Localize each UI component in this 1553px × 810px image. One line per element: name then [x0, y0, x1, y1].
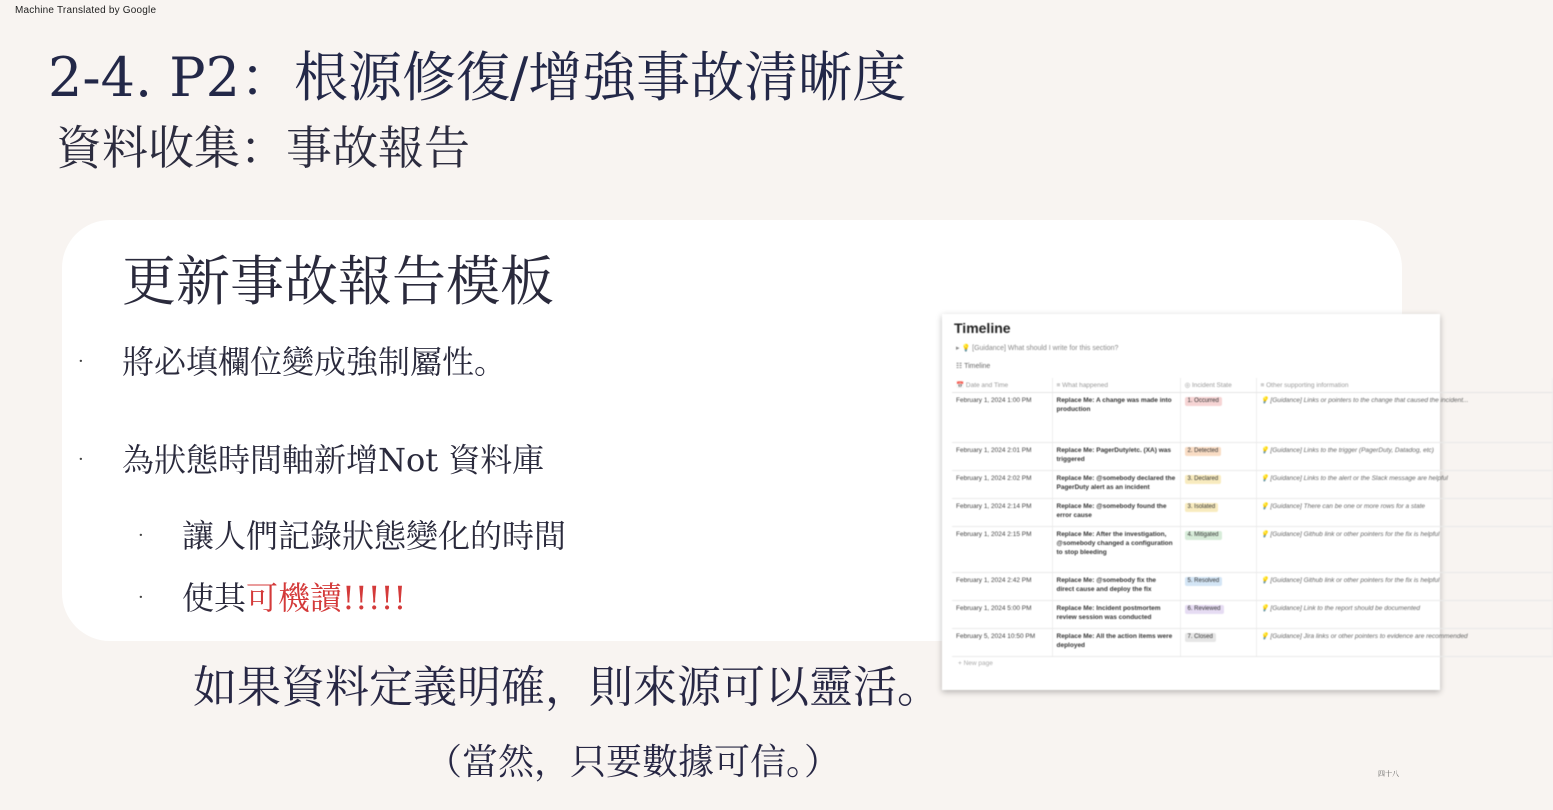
bullet-text: 將必填欄位變成強制屬性。	[122, 343, 507, 381]
incident-state-tag: 7. Closed	[1185, 633, 1216, 642]
timeline-row	[952, 499, 1552, 527]
incident-state-tag: 1. Occurred	[1185, 397, 1222, 406]
machine-translated-label: Machine Translated by Google	[15, 5, 157, 16]
timeline-date-cell: February 1, 2024 2:42 PM	[952, 573, 1052, 601]
timeline-state-cell	[1180, 527, 1256, 573]
timeline-row	[952, 629, 1552, 657]
timeline-what-cell: Replace Me: All the action items were deployed	[1052, 629, 1180, 657]
bullet-text: 為狀態時間軸新增Not 資料庫	[122, 441, 545, 479]
timeline-state-cell	[1180, 629, 1256, 657]
timeline-row	[952, 527, 1552, 573]
timeline-row	[952, 393, 1552, 443]
slide-title: 2-4. P2：根源修復/增強事故清晰度	[48, 46, 907, 109]
timeline-state-cell	[1180, 573, 1256, 601]
timeline-state-cell	[1180, 443, 1256, 471]
timeline-row	[952, 573, 1552, 601]
bullet-item	[78, 340, 507, 384]
timeline-note-cell: 💡 [Guidance] Github link or other pointers for the fix is helpful	[1256, 573, 1552, 601]
timeline-screenshot	[942, 314, 1469, 690]
footnote-text: （當然，只要數據可信。）	[426, 742, 841, 783]
sub-bullet-text: 讓人們記錄狀態變化的時間	[182, 517, 567, 555]
column-header: ≡ What happened	[1052, 378, 1180, 393]
incident-state-tag: 3. Isolated	[1185, 503, 1219, 512]
timeline-table	[952, 378, 1553, 657]
timeline-state-cell	[1180, 393, 1256, 443]
column-header: ≡ Other supporting information	[1256, 378, 1552, 393]
column-header: 📅 Date and Time	[952, 378, 1052, 393]
timeline-date-cell: February 5, 2024 10:50 PM	[952, 629, 1052, 657]
incident-state-tag: 3. Declared	[1185, 475, 1222, 484]
timeline-date-cell: February 1, 2024 5:00 PM	[952, 601, 1052, 629]
timeline-note-cell: 💡 [Guidance] Jira links or other pointers to evidence are recommended	[1256, 629, 1552, 657]
column-header: ◎ Incident State	[1180, 378, 1256, 393]
timeline-guidance-toggle: ▸ 💡 [Guidance] What should I write for this section?	[956, 345, 1119, 352]
timeline-note-cell: 💡 [Guidance] There can be one or more rows for a state	[1256, 499, 1552, 527]
incident-state-tag: 6. Reviewed	[1185, 605, 1224, 614]
timeline-date-cell: February 1, 2024 2:01 PM	[952, 443, 1052, 471]
timeline-row	[952, 471, 1552, 499]
bullet-marker: ·	[78, 449, 84, 470]
timeline-what-cell: Replace Me: @somebody found the error cause	[1052, 499, 1180, 527]
timeline-state-cell	[1180, 471, 1256, 499]
sub-bullet-text: 使其	[182, 579, 247, 617]
timeline-date-cell: February 1, 2024 1:00 PM	[952, 393, 1052, 443]
sub-bullet-item	[138, 514, 567, 558]
card-heading: 更新事故報告模板	[122, 250, 554, 313]
timeline-note-cell: 💡 [Guidance] Links or pointers to the change that caused the incident...	[1256, 393, 1552, 443]
bullet-item	[78, 438, 545, 482]
new-page-link: + New page	[958, 660, 993, 667]
timeline-header-row	[952, 378, 1552, 393]
conclusion-text: 如果資料定義明確，則來源可以靈活。	[193, 662, 941, 713]
timeline-row	[952, 601, 1552, 629]
incident-state-tag: 4. Mitigated	[1185, 531, 1222, 540]
timeline-what-cell: Replace Me: Incident postmortem review session was conducted	[1052, 601, 1180, 629]
timeline-title: Timeline	[954, 320, 1011, 336]
page-number: 四十八	[1378, 771, 1399, 778]
timeline-note-cell: 💡 [Guidance] Links to the trigger (PagerDuty, Datadog, etc)	[1256, 443, 1552, 471]
timeline-state-cell	[1180, 601, 1256, 629]
timeline-note-cell: 💡 [Guidance] Links to the alert or the Slack message are helpful	[1256, 471, 1552, 499]
timeline-note-cell: 💡 [Guidance] Github link or other pointers for the fix is helpful	[1256, 527, 1552, 573]
timeline-what-cell: Replace Me: @somebody fix the direct cause and deploy the fix	[1052, 573, 1180, 601]
timeline-date-cell: February 1, 2024 2:02 PM	[952, 471, 1052, 499]
timeline-row	[952, 443, 1552, 471]
bullet-marker: ·	[138, 525, 144, 546]
timeline-what-cell: Replace Me: @somebody declared the PagerDuty alert as an incident	[1052, 471, 1180, 499]
timeline-what-cell: Replace Me: PagerDuty/etc. (XA) was triggered	[1052, 443, 1180, 471]
incident-state-tag: 2. Detected	[1185, 447, 1222, 456]
timeline-what-cell: Replace Me: After the investigation, @somebody changed a configuration to stop bleeding	[1052, 527, 1180, 573]
timeline-date-cell: February 1, 2024 2:14 PM	[952, 499, 1052, 527]
bullet-marker: ·	[138, 587, 144, 608]
sub-bullet-item	[138, 576, 407, 620]
bullet-marker: ·	[78, 351, 84, 372]
slide-subtitle: 資料收集：事故報告	[56, 121, 470, 175]
highlighted-text: 可機讀!!!!!	[246, 579, 407, 617]
incident-state-tag: 5. Resolved	[1185, 577, 1223, 586]
timeline-state-cell	[1180, 499, 1256, 527]
timeline-view-tab: ☷ Timeline	[956, 363, 991, 370]
timeline-date-cell: February 1, 2024 2:15 PM	[952, 527, 1052, 573]
timeline-what-cell: Replace Me: A change was made into production	[1052, 393, 1180, 443]
timeline-note-cell: 💡 [Guidance] Link to the report should be documented	[1256, 601, 1552, 629]
